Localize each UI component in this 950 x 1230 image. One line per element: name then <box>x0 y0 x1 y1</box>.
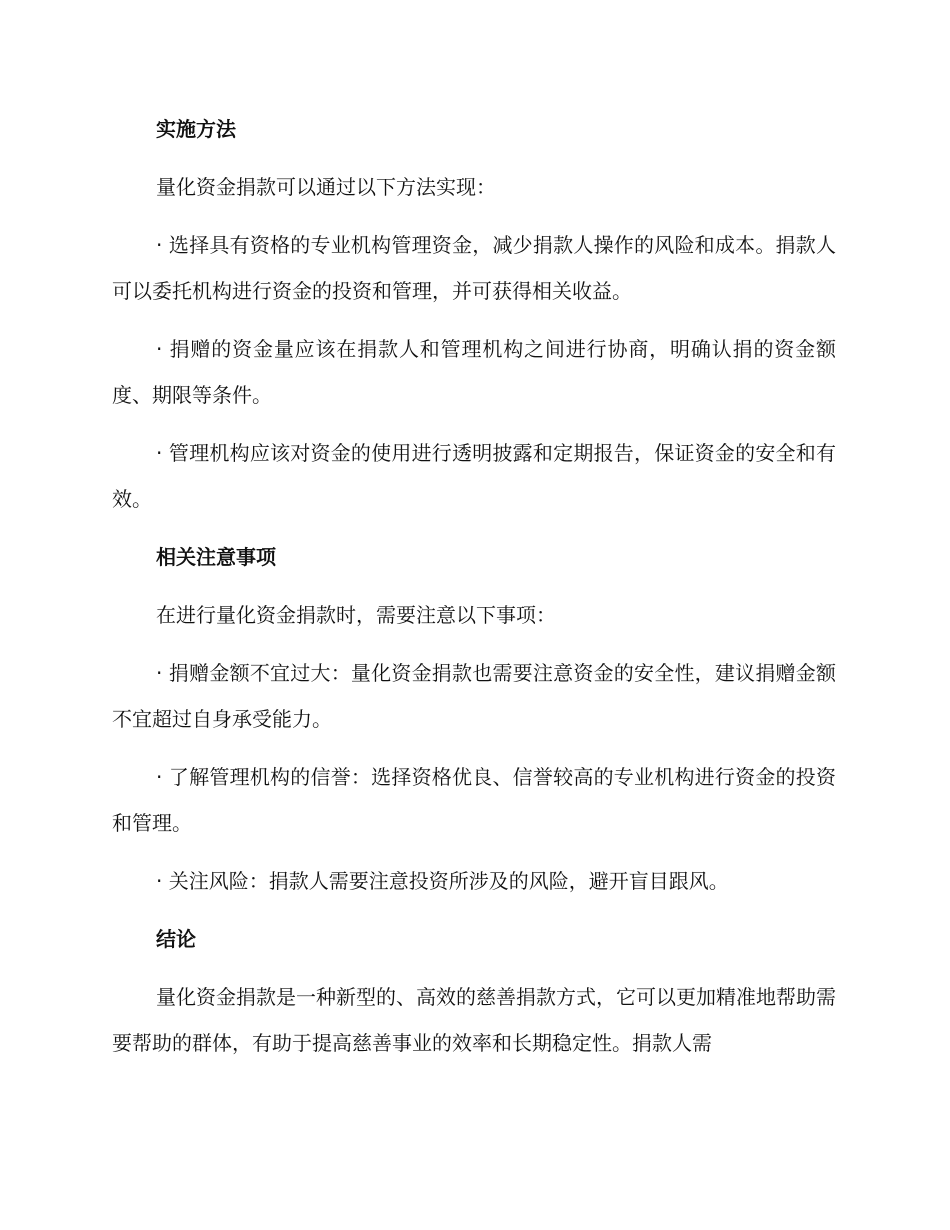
bullet-paragraph: · 关注风险：捐款人需要注意投资所涉及的风险，避开盲目跟风。 <box>156 869 729 893</box>
section-implementation-methods <box>112 106 836 522</box>
section-heading: 结论 <box>156 927 196 951</box>
bullet-paragraph: · 捐赠的资金量应该在捐款人和管理机构之间进行协商，明确认捐的资金额度、期限等条件。 <box>112 337 836 407</box>
bullet-paragraph: · 了解管理机构的信誉：选择资格优良、信誉较高的专业机构进行资金的投资和管理。 <box>112 765 836 835</box>
section-notes <box>112 534 836 904</box>
bullet-paragraph: · 选择具有资格的专业机构管理资金，减少捐款人操作的风险和成本。捐款人可以委托机构进行资金的投资和管理，并可获得相关收益。 <box>112 233 836 303</box>
section-conclusion <box>112 916 836 1066</box>
paragraph: 量化资金捐款是一种新型的、高效的慈善捐款方式，它可以更加精准地帮助需要帮助的群体，有助于提高慈善事业的效率和长期稳定性。捐款人需 <box>112 985 836 1055</box>
paragraph: 在进行量化资金捐款时，需要注意以下事项： <box>156 603 556 627</box>
section-heading: 实施方法 <box>156 117 236 141</box>
bullet-paragraph: · 捐赠金额不宜过大：量化资金捐款也需要注意资金的安全性，建议捐赠金额不宜超过自身承受能力。 <box>112 661 836 731</box>
document-page <box>112 106 836 1078</box>
section-heading: 相关注意事项 <box>156 545 276 569</box>
paragraph: 量化资金捐款可以通过以下方法实现： <box>156 175 496 199</box>
bullet-paragraph: · 管理机构应该对资金的使用进行透明披露和定期报告，保证资金的安全和有效。 <box>112 441 836 511</box>
